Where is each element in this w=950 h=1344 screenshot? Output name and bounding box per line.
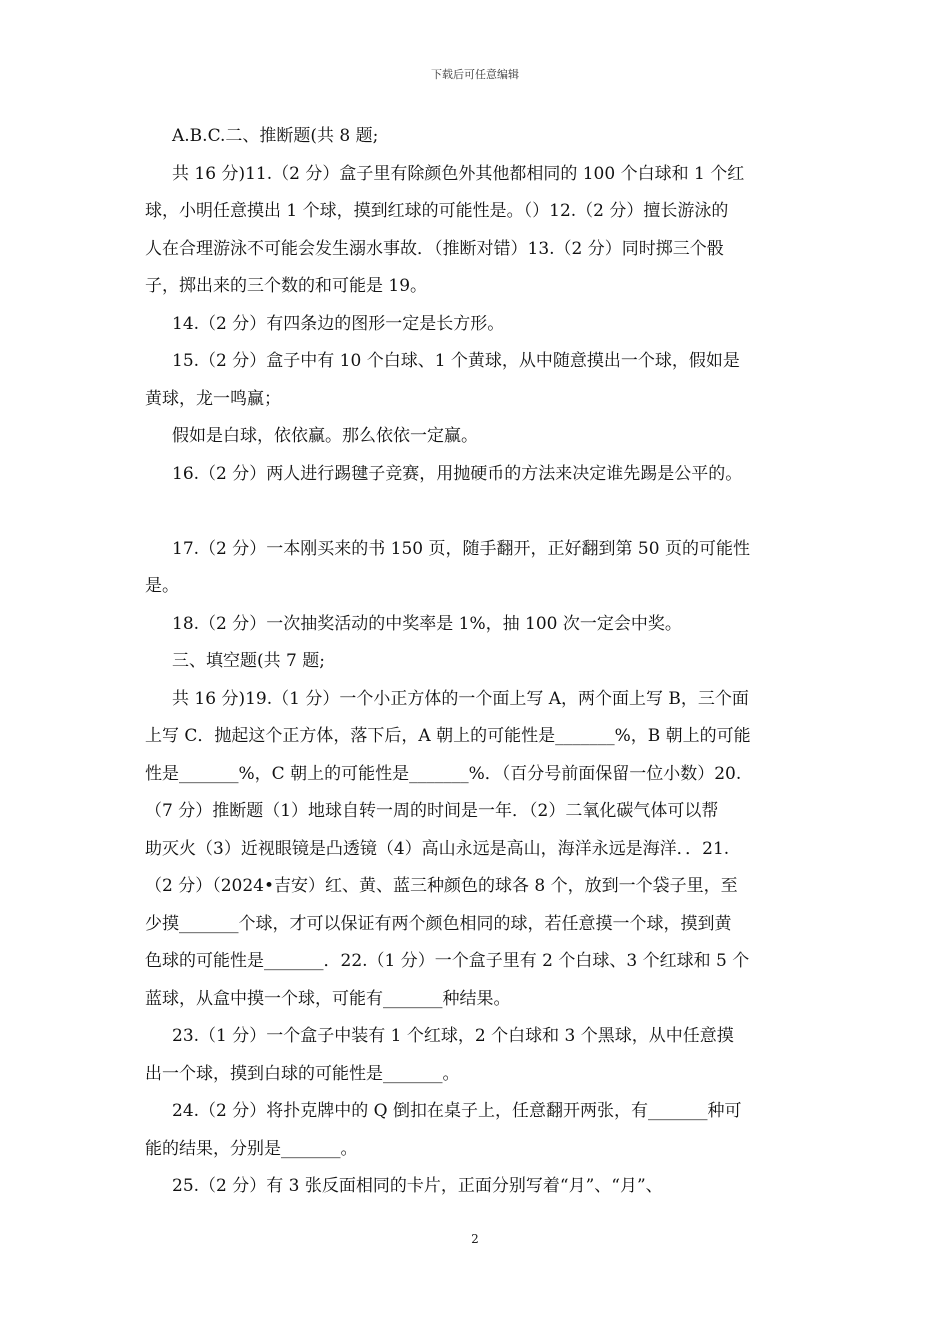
text-line: 出一个球，摸到白球的可能性是_______。 xyxy=(145,1063,460,1084)
text-line: 是。 xyxy=(145,576,179,596)
text-line: A.B.C.二、推断题(共 8 题; xyxy=(172,126,379,146)
text-line: （7 分）推断题（1）地球自转一周的时间是一年．（2）二氧化碳气体可以帮 xyxy=(145,801,719,821)
blank-line xyxy=(145,493,821,531)
text-line: 共 16 分)19.（1 分）一个小正方体的一个面上写 A，两个面上写 B，三个面 xyxy=(172,688,749,709)
text-line: 人在合理游泳不可能会发生溺水事故．（推断对错）13.（2 分）同时掷三个骰 xyxy=(145,238,724,259)
text-line: 14.（2 分）有四条边的图形一定是长方形。 xyxy=(172,313,505,334)
text-line: （2 分）（2024•吉安）红、黄、蓝三种颜色的球各 8 个，放到一个袋子里，至 xyxy=(145,876,738,896)
text-line: 25.（2 分）有 3 张反面相同的卡片，正面分别写着“月”、“月”、 xyxy=(172,1176,663,1196)
text-line: 少摸_______个球，才可以保证有两个颜色相同的球，若任意摸一个球，摸到黄 xyxy=(145,913,732,934)
text-line: 16.（2 分）两人进行踢毽子竞赛，用抛硬币的方法来决定谁先踢是公平的。 xyxy=(172,463,743,484)
text-line: 23.（1 分）一个盒子中装有 1 个红球，2 个白球和 3 个黑球，从中任意摸 xyxy=(172,1026,734,1046)
text-line: 球，小明任意摸出 1 个球，摸到红球的可能性是。（）12.（2 分）擅长游泳的 xyxy=(145,201,729,221)
text-line: 色球的可能性是_______．22.（1 分）一个盒子里有 2 个白球、3 个红球和 5 个 xyxy=(145,951,750,971)
text-line: 18.（2 分）一次抽奖活动的中奖率是 1%，抽 100 次一定会中奖。 xyxy=(172,613,682,634)
text-line: 能的结果，分别是_______。 xyxy=(145,1138,358,1159)
text-line: 假如是白球，依依赢。那么依依一定赢。 xyxy=(172,426,478,446)
text-line: 子，掷出来的三个数的和可能是 19。 xyxy=(145,276,428,296)
text-line: 共 16 分)11.（2 分）盒子里有除颜色外其他都相同的 100 个白球和 1 个红 xyxy=(172,163,745,184)
text-line: 黄球，龙一鸣赢； xyxy=(145,388,281,409)
page-header: 下载后可任意编辑 xyxy=(431,68,519,81)
document-body xyxy=(145,118,821,1206)
text-line: 15.（2 分）盒子中有 10 个白球、1 个黄球，从中随意摸出一个球，假如是 xyxy=(172,351,740,371)
text-line: 蓝球，从盒中摸一个球，可能有_______种结果。 xyxy=(145,988,511,1009)
text-line: 助灭火（3）近视眼镜是凸透镜（4）高山永远是高山，海洋永远是海洋．．21. xyxy=(145,838,730,859)
text-line: 性是_______%，C 朝上的可能性是_______%．（百分号前面保留一位小数）20. xyxy=(145,763,742,784)
text-line: 24.（2 分）将扑克牌中的 Q 倒扣在桌子上，任意翻开两张，有_______种可 xyxy=(172,1101,742,1121)
section-heading: 三、填空题(共 7 题; xyxy=(172,651,325,671)
text-line: 上写 C．抛起这个正方体，落下后，A 朝上的可能性是_______%，B 朝上的可能 xyxy=(145,726,751,746)
page-number: 2 xyxy=(471,1232,479,1246)
text-line: 17.（2 分）一本刚买来的书 150 页，随手翻开，正好翻到第 50 页的可能性 xyxy=(172,538,750,559)
